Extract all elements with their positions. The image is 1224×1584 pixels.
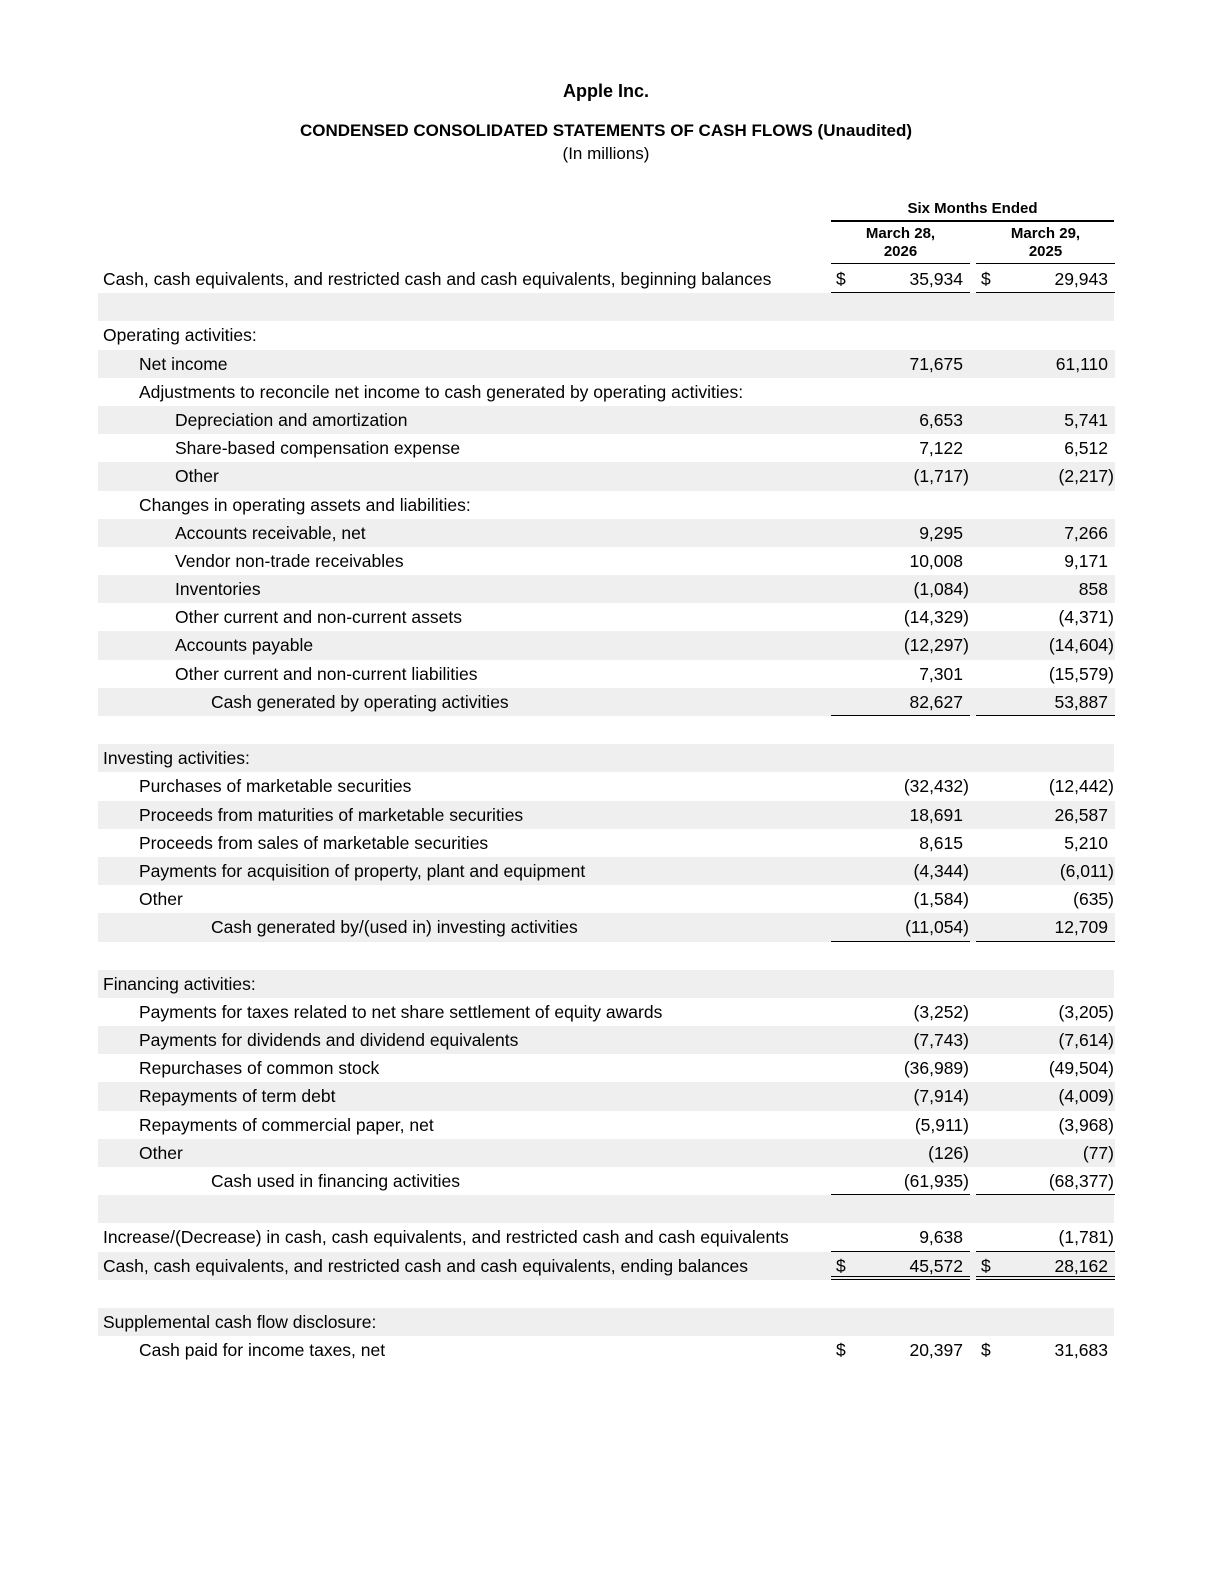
value-cell-2025 xyxy=(976,575,1115,603)
cell-value: (68,377) xyxy=(1048,1171,1114,1191)
cell-value: 7,266 xyxy=(1064,522,1108,543)
table-row xyxy=(98,1111,1114,1139)
cell-value: 9,171 xyxy=(1064,550,1108,571)
cell-value: (14,604) xyxy=(1048,635,1114,656)
cell-value: 7,122 xyxy=(919,438,963,459)
table-row xyxy=(98,1280,1114,1308)
row-label: Payments for taxes related to net share settlement of equity awards xyxy=(139,1001,663,1022)
value-cell-2025 xyxy=(976,772,1115,800)
cell-value: 28,162 xyxy=(1054,1255,1108,1276)
cell-value: (4,371) xyxy=(1058,607,1114,628)
table-row xyxy=(98,998,1114,1026)
row-label: Repayments of commercial paper, net xyxy=(139,1114,434,1135)
table-row xyxy=(98,631,1114,659)
value-cell-2025 xyxy=(976,1082,1115,1110)
row-label: Cash, cash equivalents, and restricted cash and cash equivalents, beginning balances xyxy=(103,269,772,289)
cell-value: 8,615 xyxy=(919,832,963,853)
table-row xyxy=(98,575,1114,603)
value-cell-2025 xyxy=(976,350,1115,378)
table-row xyxy=(98,1252,1114,1280)
value-cell-2025 xyxy=(976,1336,1115,1364)
value-cell-2025 xyxy=(976,1167,1115,1195)
table-row xyxy=(98,265,1114,293)
cell-value: (4,344) xyxy=(913,860,969,881)
table-row xyxy=(98,1026,1114,1054)
table-row xyxy=(98,970,1114,998)
cell-value: (3,252) xyxy=(913,1001,969,1022)
cell-value: 9,638 xyxy=(919,1227,963,1248)
cell-value: 10,008 xyxy=(909,550,963,571)
value-cell-2026 xyxy=(831,1026,970,1054)
dollar-sign: $ xyxy=(981,1255,991,1276)
row-label: Payments for dividends and dividend equivalents xyxy=(139,1030,519,1051)
value-cell-2026 xyxy=(831,1054,970,1082)
value-cell-2026 xyxy=(831,885,970,913)
table-row xyxy=(98,406,1114,434)
row-label: Supplemental cash flow disclosure: xyxy=(103,1311,377,1332)
table-row xyxy=(98,744,1114,772)
cell-value: (36,989) xyxy=(903,1058,969,1079)
row-label: Share-based compensation expense xyxy=(175,438,461,459)
cell-value: (1,084) xyxy=(913,579,969,600)
cell-value: (3,968) xyxy=(1058,1114,1114,1135)
row-label: Financing activities: xyxy=(103,973,256,994)
cell-value: 12,709 xyxy=(1054,917,1108,938)
column-header-2026 xyxy=(831,225,970,264)
row-label: Proceeds from maturities of marketable securities xyxy=(139,804,524,825)
value-cell-2026 xyxy=(831,1336,970,1364)
row-label: Other current and non-current liabilities xyxy=(175,663,478,684)
value-cell-2025 xyxy=(976,406,1115,434)
table-row xyxy=(98,885,1114,913)
table-row xyxy=(98,321,1114,349)
row-label: Changes in operating assets and liabilities: xyxy=(139,494,471,515)
value-cell-2026 xyxy=(831,829,970,857)
table-row xyxy=(98,519,1114,547)
cell-value: (12,297) xyxy=(903,635,969,656)
table-row xyxy=(98,462,1114,490)
cell-value: 29,943 xyxy=(1054,269,1108,289)
value-cell-2026 xyxy=(831,1223,970,1251)
cell-value: 7,301 xyxy=(919,663,963,684)
cell-value: 71,675 xyxy=(909,353,963,374)
dollar-sign: $ xyxy=(836,1255,846,1276)
row-label: Investing activities: xyxy=(103,748,250,769)
cell-value: 9,295 xyxy=(919,522,963,543)
table-row xyxy=(98,829,1114,857)
table-row xyxy=(98,434,1114,462)
value-cell-2026 xyxy=(831,603,970,631)
cell-value: (61,935) xyxy=(903,1171,969,1191)
row-label: Cash, cash equivalents, and restricted cash and cash equivalents, ending balances xyxy=(103,1255,748,1276)
row-label: Repurchases of common stock xyxy=(139,1058,380,1079)
cell-value: (11,054) xyxy=(905,917,969,938)
table-row xyxy=(98,1336,1114,1364)
cell-value: (635) xyxy=(1073,889,1114,910)
cash-flow-table xyxy=(98,265,1114,1364)
value-cell-2025 xyxy=(976,519,1115,547)
table-row xyxy=(98,1082,1114,1110)
dollar-sign: $ xyxy=(836,1340,846,1361)
value-cell-2025 xyxy=(976,434,1115,462)
row-label: Adjustments to reconcile net income to cash generated by operating activities: xyxy=(139,381,744,402)
table-row xyxy=(98,1139,1114,1167)
value-cell-2026 xyxy=(831,350,970,378)
row-label: Increase/(Decrease) in cash, cash equivalents, and restricted cash and cash equivalents xyxy=(103,1227,789,1248)
value-cell-2026 xyxy=(831,801,970,829)
value-cell-2026 xyxy=(831,1082,970,1110)
value-cell-2025 xyxy=(976,1054,1115,1082)
table-row xyxy=(98,378,1114,406)
value-cell-2025 xyxy=(976,913,1115,941)
value-cell-2025 xyxy=(976,829,1115,857)
cell-value: (5,911) xyxy=(914,1114,969,1135)
value-cell-2025 xyxy=(976,1252,1115,1280)
cell-value: 82,627 xyxy=(909,691,963,712)
cell-value: (1,781) xyxy=(1058,1227,1114,1248)
value-cell-2026 xyxy=(831,998,970,1026)
cell-value: 45,572 xyxy=(909,1255,963,1276)
table-row xyxy=(98,942,1114,970)
row-label: Other xyxy=(139,1142,183,1163)
value-cell-2026 xyxy=(831,913,970,941)
row-label: Cash generated by operating activities xyxy=(211,691,509,712)
value-cell-2025 xyxy=(976,1223,1115,1251)
row-label: Accounts receivable, net xyxy=(175,522,366,543)
dollar-sign: $ xyxy=(981,269,991,289)
value-cell-2026 xyxy=(831,1252,970,1280)
row-label: Vendor non-trade receivables xyxy=(175,550,404,571)
cell-value: 6,653 xyxy=(919,409,963,430)
cell-value: 18,691 xyxy=(909,804,963,825)
table-row xyxy=(98,716,1114,744)
table-row xyxy=(98,688,1114,716)
table-row xyxy=(98,1054,1114,1082)
value-cell-2025 xyxy=(976,1111,1115,1139)
statement-units: (In millions) xyxy=(562,144,650,163)
table-row xyxy=(98,801,1114,829)
cell-value: (14,329) xyxy=(903,607,969,628)
value-cell-2026 xyxy=(831,265,970,293)
row-label: Payments for acquisition of property, plant and equipment xyxy=(139,860,586,881)
table-row xyxy=(98,772,1114,800)
cell-value: 53,887 xyxy=(1054,691,1108,712)
row-label: Operating activities: xyxy=(103,325,257,346)
cell-value: (32,432) xyxy=(903,776,969,797)
row-label: Other xyxy=(175,466,219,487)
value-cell-2026 xyxy=(831,660,970,688)
value-cell-2025 xyxy=(976,885,1115,913)
value-cell-2025 xyxy=(976,1139,1115,1167)
cell-value: (12,442) xyxy=(1048,776,1114,797)
column-header-2026-text: March 28, 2026 xyxy=(865,225,936,260)
company-name: Apple Inc. xyxy=(562,81,649,101)
cell-value: 61,110 xyxy=(1055,353,1108,374)
cell-value: (7,614) xyxy=(1058,1030,1114,1051)
value-cell-2025 xyxy=(976,1026,1115,1054)
value-cell-2025 xyxy=(976,462,1115,490)
value-cell-2025 xyxy=(976,857,1115,885)
value-cell-2025 xyxy=(976,603,1115,631)
value-cell-2026 xyxy=(831,462,970,490)
cell-value: 31,683 xyxy=(1054,1340,1108,1361)
table-row xyxy=(98,350,1114,378)
table-row xyxy=(98,1308,1114,1336)
row-label: Inventories xyxy=(175,579,261,600)
cell-value: 35,934 xyxy=(909,269,963,289)
row-label: Proceeds from sales of marketable securities xyxy=(139,832,489,853)
cell-value: (6,011) xyxy=(1059,860,1114,881)
table-row xyxy=(98,660,1114,688)
table-row xyxy=(98,1167,1114,1195)
table-row xyxy=(98,547,1114,575)
value-cell-2026 xyxy=(831,857,970,885)
cell-value: (1,717) xyxy=(913,466,969,487)
cell-value: 858 xyxy=(1078,579,1108,600)
value-cell-2025 xyxy=(976,631,1115,659)
column-header-2025 xyxy=(976,225,1115,264)
row-label: Depreciation and amortization xyxy=(175,409,408,430)
cell-value: (77) xyxy=(1082,1142,1114,1163)
row-label: Cash used in financing activities xyxy=(211,1171,461,1191)
value-cell-2026 xyxy=(831,434,970,462)
table-row xyxy=(98,857,1114,885)
cell-value: (7,914) xyxy=(913,1086,969,1107)
table-row xyxy=(98,603,1114,631)
cell-value: 26,587 xyxy=(1054,804,1108,825)
cell-value: (15,579) xyxy=(1048,663,1114,684)
value-cell-2026 xyxy=(831,772,970,800)
table-row xyxy=(98,913,1114,941)
value-cell-2026 xyxy=(831,688,970,716)
period-header: Six Months Ended xyxy=(831,200,1114,222)
value-cell-2026 xyxy=(831,406,970,434)
row-label: Net income xyxy=(139,353,228,374)
value-cell-2025 xyxy=(976,801,1115,829)
table-row xyxy=(98,1223,1114,1251)
value-cell-2026 xyxy=(831,547,970,575)
table-row xyxy=(98,491,1114,519)
statement-title: CONDENSED CONSOLIDATED STATEMENTS OF CASH FLOWS (Unaudited) xyxy=(300,121,912,140)
value-cell-2025 xyxy=(976,688,1115,716)
cell-value: 20,397 xyxy=(909,1340,963,1361)
table-row xyxy=(98,1195,1114,1223)
value-cell-2025 xyxy=(976,547,1115,575)
dollar-sign: $ xyxy=(836,269,846,289)
value-cell-2026 xyxy=(831,1111,970,1139)
cell-value: (2,217) xyxy=(1058,466,1114,487)
cell-value: 5,210 xyxy=(1064,832,1108,853)
dollar-sign: $ xyxy=(981,1340,991,1361)
column-header-2025-text: March 29, 2025 xyxy=(1010,225,1081,260)
row-label: Repayments of term debt xyxy=(139,1086,336,1107)
value-cell-2026 xyxy=(831,631,970,659)
value-cell-2026 xyxy=(831,575,970,603)
cell-value: 6,512 xyxy=(1064,438,1108,459)
value-cell-2025 xyxy=(976,998,1115,1026)
row-label: Other xyxy=(139,889,183,910)
value-cell-2025 xyxy=(976,660,1115,688)
value-cell-2026 xyxy=(831,1139,970,1167)
cell-value: (7,743) xyxy=(913,1030,969,1051)
row-label: Accounts payable xyxy=(175,635,314,656)
value-cell-2026 xyxy=(831,519,970,547)
row-label: Purchases of marketable securities xyxy=(139,776,412,797)
value-cell-2026 xyxy=(831,1167,970,1195)
cell-value: (1,584) xyxy=(913,889,969,910)
cell-value: (4,009) xyxy=(1058,1086,1114,1107)
cell-value: (49,504) xyxy=(1048,1058,1114,1079)
cell-value: (126) xyxy=(928,1142,969,1163)
cell-value: 5,741 xyxy=(1064,409,1108,430)
cell-value: (3,205) xyxy=(1058,1001,1114,1022)
row-label: Cash paid for income taxes, net xyxy=(139,1340,386,1361)
table-row xyxy=(98,293,1114,321)
value-cell-2025 xyxy=(976,265,1115,293)
row-label: Other current and non-current assets xyxy=(175,607,462,628)
row-label: Cash generated by/(used in) investing activities xyxy=(211,917,578,938)
